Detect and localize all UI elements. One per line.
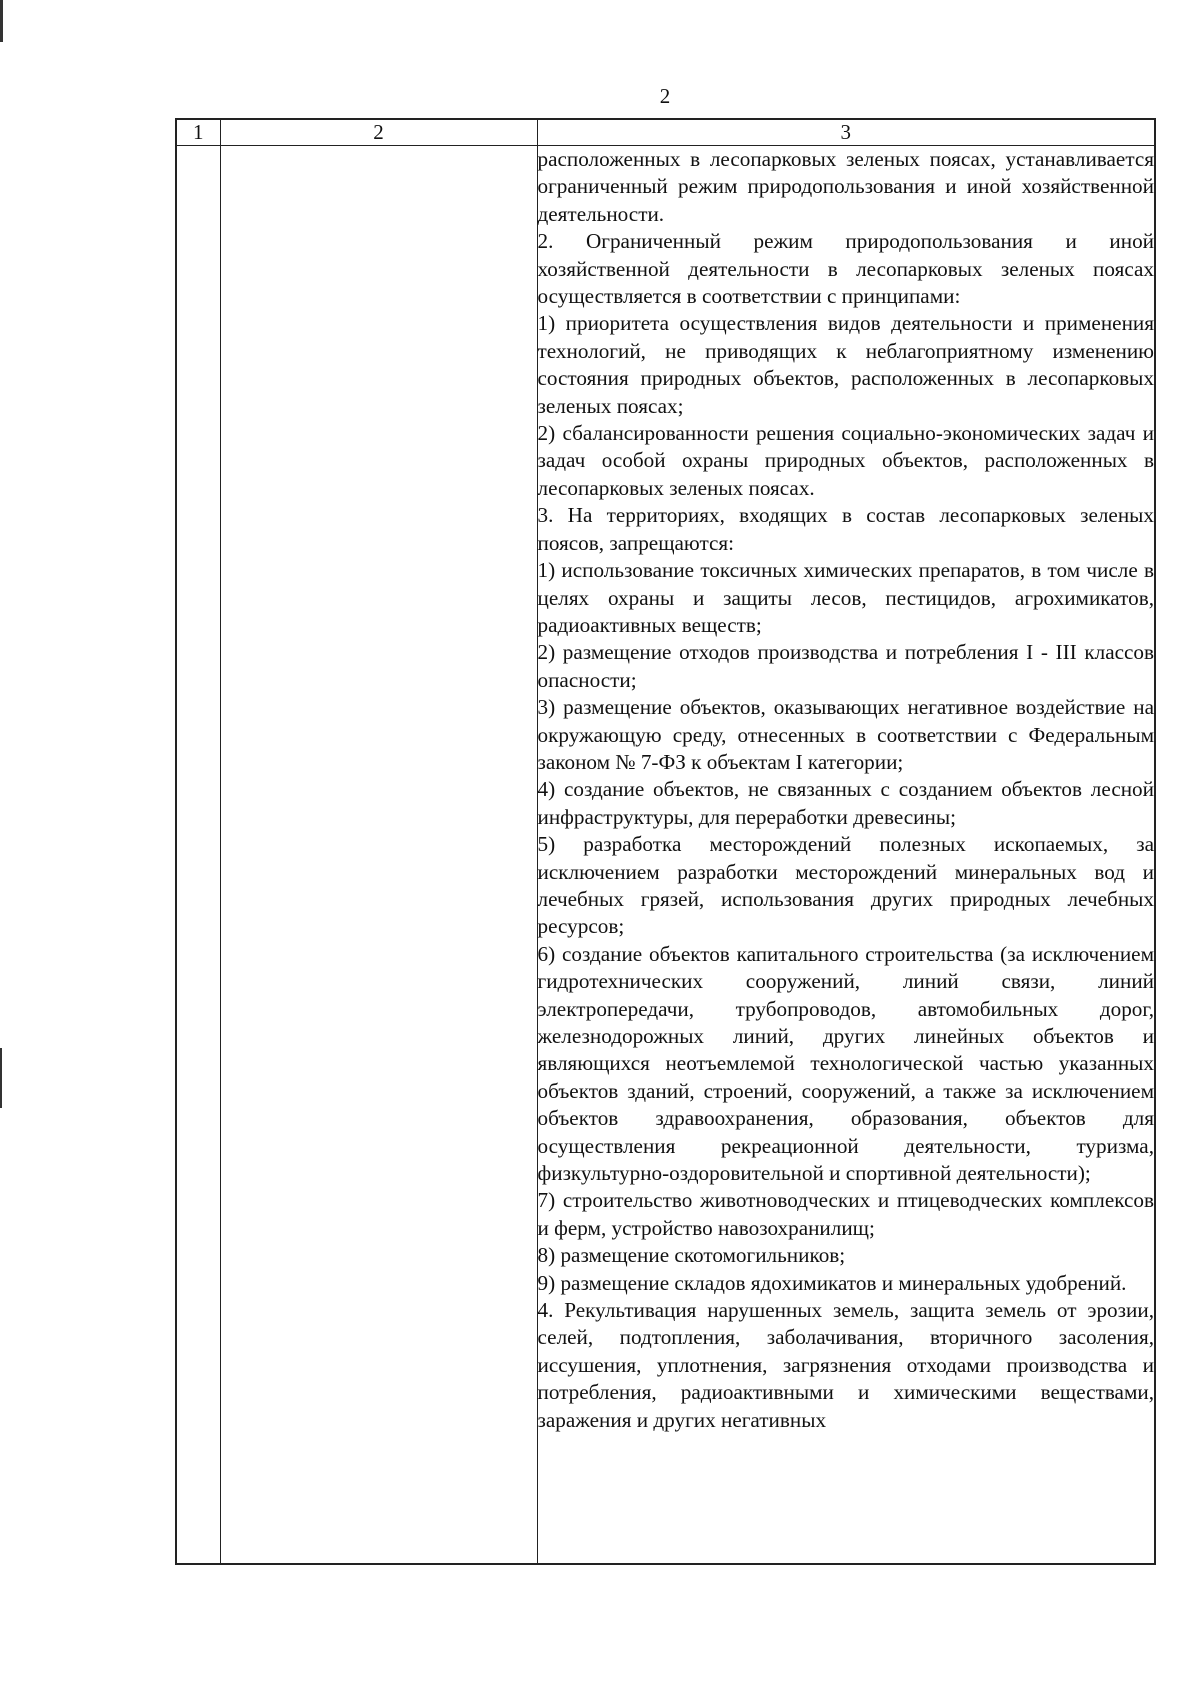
column-header-2: 2 xyxy=(220,119,537,146)
document-table xyxy=(175,118,1156,1565)
text-paragraph: 2) сбалансированности решения социально-экономических задач и задач особой охраны природных объектов, расположенных в лесопарковых зеленых поясах. xyxy=(537,421,1154,500)
table-row xyxy=(176,146,1155,1564)
text-paragraph: расположенных в лесопарковых зеленых поясах, устанавливается ограниченный режим природопользования и иной хозяйственной деятельности. xyxy=(537,147,1154,226)
text-paragraph: 8) размещение скотомогильников; xyxy=(537,1243,846,1268)
text-paragraph: 3. На территориях, входящих в состав лесопарковых зеленых поясов, запрещаются: xyxy=(537,503,1154,555)
page-number: 2 xyxy=(659,84,671,108)
text-paragraph: 9) размещение складов ядохимикатов и минеральных удобрений. xyxy=(537,1270,1127,1295)
text-paragraph: 1) использование токсичных химических препаратов, в том числе в целях охраны и защиты лесов, пестицидов, агрохимикатов, радиоактивных веществ; xyxy=(537,558,1154,637)
text-paragraph: 2. Ограниченный режим природопользования и иной хозяйственной деятельности в лесопарковых зеленых поясах осуществляется в соответствии с принципами: xyxy=(537,229,1154,309)
text-paragraph: 2) размещение отходов производства и потребления I - III классов опасности; xyxy=(537,640,1154,692)
scan-edge-mark-top xyxy=(0,0,3,42)
text-paragraph: 5) разработка месторождений полезных ископаемых, за исключением разработки месторождений минеральных вод и лечебных грязей, использования других природных лечебных ресурсов; xyxy=(537,832,1154,939)
table-cell-column-3 xyxy=(537,146,1155,1564)
text-paragraph: 4. Рекультивация нарушенных земель, защита земель от эрозии, селей, подтопления, заболачивания, вторичного засоления, иссушения, уплотнения, загрязнения отходами производства и потребления, радиоактивными и химическими веществами, заражения и других негативных xyxy=(537,1298,1154,1432)
text-paragraph: 7) строительство животноводческих и птицеводческих комплексов и ферм, устройство навозохранилищ; xyxy=(537,1188,1154,1240)
table-header-row xyxy=(176,119,1155,146)
text-paragraph: 3) размещение объектов, оказывающих негативное воздействие на окружающую среду, отнесенных в соответствии с Федеральным законом № 7-ФЗ к объектам I категории; xyxy=(537,695,1154,774)
text-paragraph: 6) создание объектов капитального строительства (за исключением гидротехнических сооружений, линий связи, линий электропередачи, трубопроводов, автомобильных дорог, железнодорожных линий, других линейных объектов и являющихся неотъемлемой технологической частью указанных объектов зданий, строений, сооружений, а также за исключением объектов здравоохранения, образования, объектов для осуществления рекреационной деятельности, туризма, физкультурно-оздоровительной и спортивной деятельности); xyxy=(537,941,1154,1186)
table-cell-column-1 xyxy=(176,146,220,1564)
table-cell-column-2 xyxy=(220,146,537,1564)
column-header-3: 3 xyxy=(537,119,1155,146)
text-paragraph: 4) создание объектов, не связанных с созданием объектов лесной инфраструктуры, для переработки древесины; xyxy=(537,777,1154,829)
scan-edge-mark-middle xyxy=(0,1048,2,1108)
column-header-1: 1 xyxy=(176,119,220,146)
text-paragraph: 1) приоритета осуществления видов деятельности и применения технологий, не приводящих к неблагоприятному изменению состояния природных объектов, расположенных в лесопарковых зеленых поясах; xyxy=(537,311,1154,418)
